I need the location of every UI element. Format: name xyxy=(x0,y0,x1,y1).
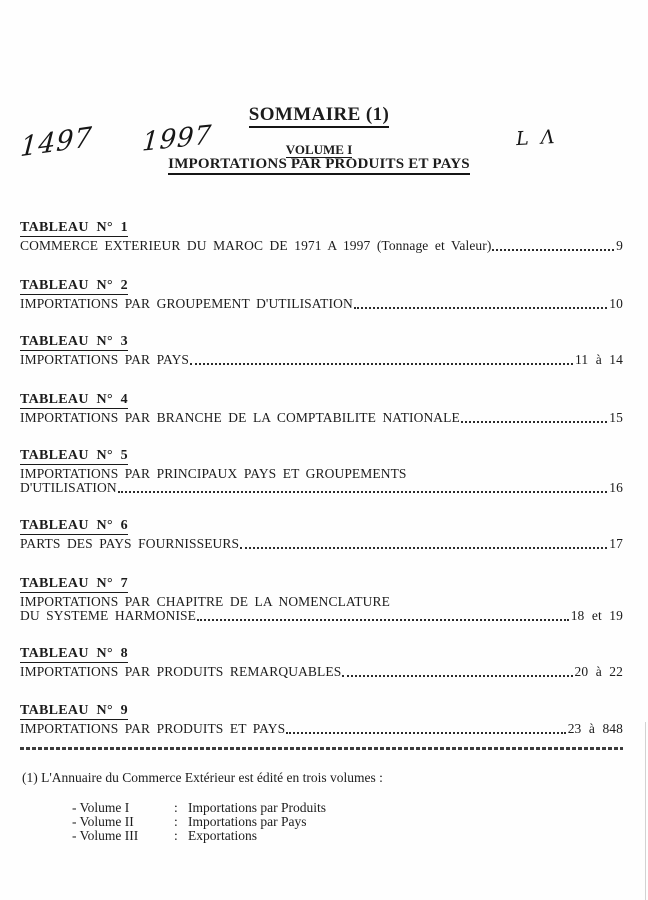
page-subtitle xyxy=(0,155,638,175)
dotted-leader xyxy=(286,732,565,734)
toc-entry xyxy=(20,390,623,425)
entry-line-text: IMPORTATIONS PAR PRODUITS REMARQUABLES xyxy=(20,664,342,679)
page-number: 18 et 19 xyxy=(570,608,623,623)
entry-line xyxy=(20,411,623,425)
toc-entry xyxy=(20,701,623,736)
page-number: 20 à 22 xyxy=(574,664,623,679)
entry-line xyxy=(20,297,623,311)
volume-label: - Volume III xyxy=(72,828,139,843)
entry-heading: TABLEAU N° 6 xyxy=(20,518,128,533)
volume-row xyxy=(72,801,326,815)
toc-entry xyxy=(20,516,623,551)
dotted-leader xyxy=(461,421,607,423)
entry-lines xyxy=(20,239,623,253)
footnote-text: (1) L'Annuaire du Commerce Extérieur est édité en trois volumes : xyxy=(22,770,383,785)
volume-label: - Volume II xyxy=(72,814,134,829)
entry-line-text: PARTS DES PAYS FOURNISSEURS xyxy=(20,536,240,551)
scan-edge-artifact xyxy=(645,722,646,900)
entry-heading: TABLEAU N° 3 xyxy=(20,334,128,349)
volume-colon: : xyxy=(174,814,178,829)
entry-heading: TABLEAU N° 9 xyxy=(20,703,128,718)
volume-colon: : xyxy=(174,800,178,815)
entry-line-text: IMPORTATIONS PAR PRODUITS ET PAYS xyxy=(20,721,286,736)
page-number: 15 xyxy=(609,410,623,425)
volume-value: Exportations xyxy=(188,828,257,843)
dotted-leader xyxy=(190,363,573,365)
entry-line xyxy=(20,537,623,551)
toc-entry xyxy=(20,574,623,623)
handwritten-mark: L Λ xyxy=(515,125,558,151)
entry-line-text: IMPORTATIONS PAR CHAPITRE DE LA NOMENCLATURE xyxy=(20,594,390,609)
dotted-leader xyxy=(342,675,572,677)
entry-line xyxy=(20,353,623,367)
entry-line xyxy=(20,609,623,623)
entry-line-text: DU SYSTEME HARMONISE xyxy=(20,608,197,623)
page-number: 16 xyxy=(609,480,623,495)
volume-list xyxy=(72,801,326,843)
dashed-separator-line xyxy=(20,747,623,750)
page-subtitle-text: IMPORTATIONS PAR PRODUITS ET PAYS xyxy=(168,157,470,175)
entry-line xyxy=(20,722,623,736)
volume-title-text: VOLUME I xyxy=(285,142,353,157)
toc-entry xyxy=(20,644,623,679)
entry-lines xyxy=(20,353,623,367)
dotted-leader xyxy=(240,547,607,549)
entry-line xyxy=(20,595,623,609)
page-number: 11 à 14 xyxy=(575,352,623,367)
entry-lines xyxy=(20,722,623,736)
handwritten-number: 1497 xyxy=(19,121,94,164)
entry-line xyxy=(20,481,623,495)
entry-line xyxy=(20,467,623,481)
dotted-leader xyxy=(354,307,608,309)
page-title xyxy=(0,105,638,128)
entry-line xyxy=(20,239,623,253)
entry-lines xyxy=(20,297,623,311)
dotted-leader xyxy=(492,249,614,251)
entry-heading: TABLEAU N° 7 xyxy=(20,576,128,591)
page-number: 23 à 848 xyxy=(567,721,623,736)
entry-line-text: D'UTILISATION xyxy=(20,480,117,495)
entry-lines xyxy=(20,411,623,425)
toc-entry xyxy=(20,446,623,495)
entry-heading: TABLEAU N° 5 xyxy=(20,448,128,463)
entry-heading: TABLEAU N° 2 xyxy=(20,278,128,293)
entry-lines xyxy=(20,595,623,623)
volume-value: Importations par Produits xyxy=(188,800,326,815)
toc-entry xyxy=(20,276,623,311)
page-number: 9 xyxy=(616,238,623,253)
toc-entry xyxy=(20,332,623,367)
handwritten-year: 1997 xyxy=(141,120,214,158)
volume-row xyxy=(72,815,326,829)
dotted-leader xyxy=(118,491,608,493)
entry-lines xyxy=(20,665,623,679)
page-number: 10 xyxy=(609,296,623,311)
volume-value: Importations par Pays xyxy=(188,814,307,829)
volume-label: - Volume I xyxy=(72,800,130,815)
entry-lines xyxy=(20,467,623,495)
dotted-leader xyxy=(197,619,569,621)
entry-lines xyxy=(20,537,623,551)
entry-heading: TABLEAU N° 4 xyxy=(20,392,128,407)
page-number: 17 xyxy=(609,536,623,551)
page-title-text: SOMMAIRE (1) xyxy=(249,105,389,128)
entry-line-text: IMPORTATIONS PAR GROUPEMENT D'UTILISATION xyxy=(20,296,353,311)
entry-line xyxy=(20,665,623,679)
entry-heading: TABLEAU N° 1 xyxy=(20,220,128,235)
entry-heading: TABLEAU N° 8 xyxy=(20,646,128,661)
toc-entry xyxy=(20,218,623,253)
entry-line-text: COMMERCE EXTERIEUR DU MAROC DE 1971 A 1997 (Tonnage et Valeur) xyxy=(20,238,492,253)
volume-colon: : xyxy=(174,828,178,843)
volume-row xyxy=(72,829,326,843)
entry-line-text: IMPORTATIONS PAR PRINCIPAUX PAYS ET GROUPEMENTS xyxy=(20,466,407,481)
entry-line-text: IMPORTATIONS PAR BRANCHE DE LA COMPTABILITE NATIONALE xyxy=(20,410,460,425)
entry-line-text: IMPORTATIONS PAR PAYS xyxy=(20,352,190,367)
